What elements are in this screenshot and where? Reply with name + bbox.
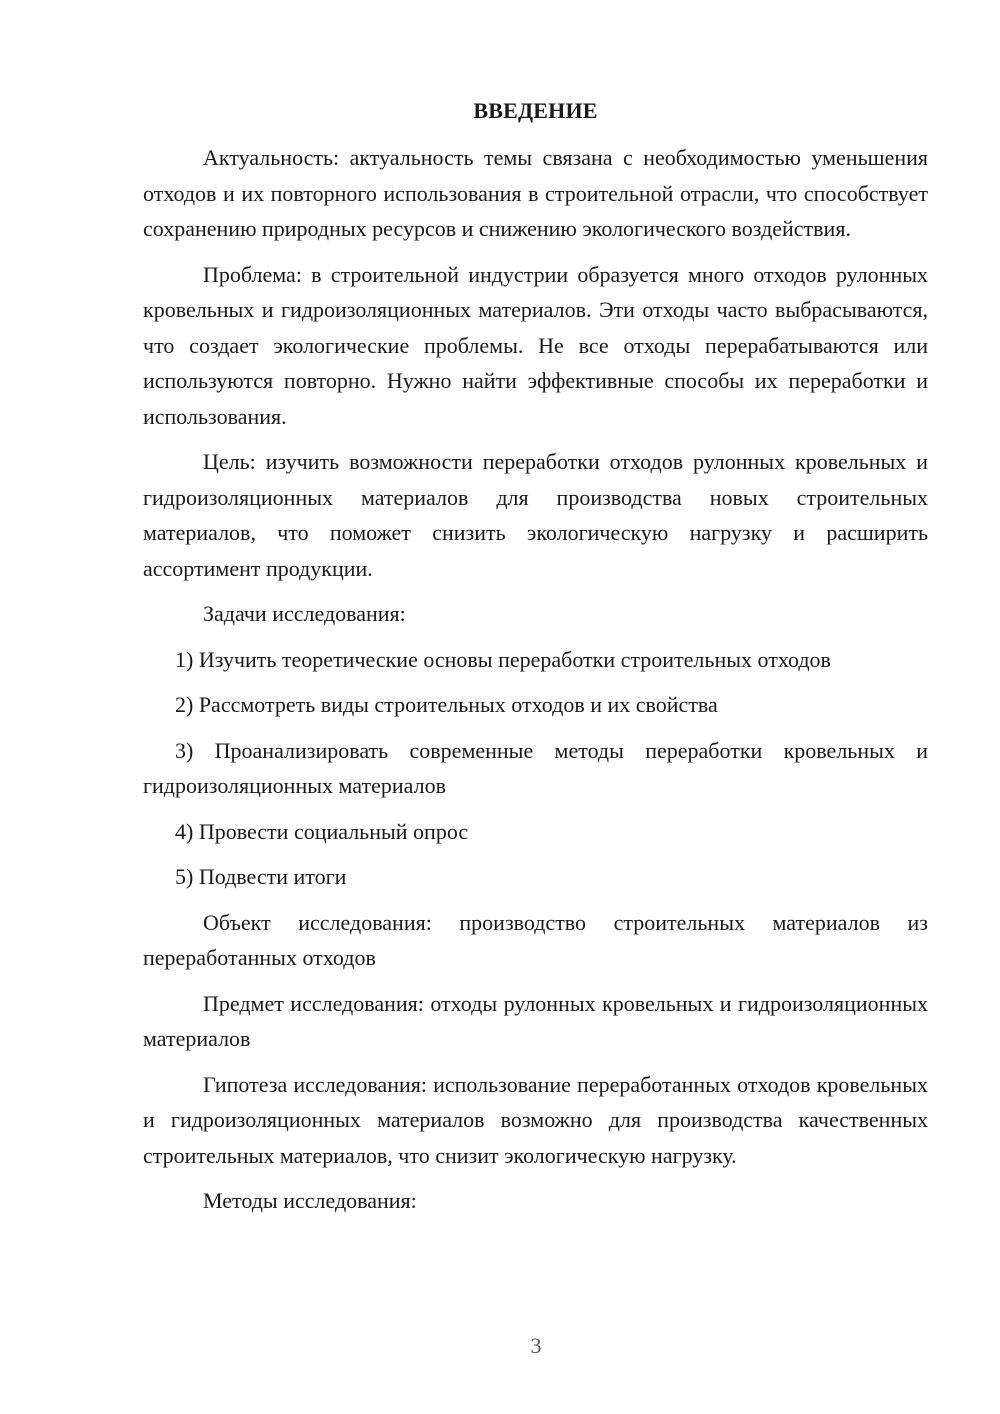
hypothesis-paragraph: Гипотеза исследования: использование переработанных отходов кровельных и гидроизоляционных материалов возможно для производства качественных строительных материалов, что снизит экологическую нагрузку.: [143, 1071, 928, 1168]
task-item: 2) Рассмотреть виды строительных отходов и их свойства: [175, 692, 718, 717]
page-title: ВВЕДЕНИЕ: [473, 98, 598, 123]
goal-paragraph: Цель: изучить возможности переработки отходов рулонных кровельных и гидроизоляционных материалов для производства новых строительных материалов, что поможет снизить экологическую нагрузку и расширить ассортимент продукции.: [143, 449, 928, 581]
object-paragraph: Объект исследования: производство строительных материалов из переработанных отходов: [143, 909, 928, 970]
task-item: 5) Подвести итоги: [175, 864, 347, 889]
subject-paragraph: Предмет исследования: отходы рулонных кровельных и гидроизоляционных материалов: [143, 990, 928, 1051]
document-page: [143, 96, 928, 1229]
tasks-heading: Задачи исследования:: [203, 601, 406, 626]
task-item: 3) Проанализировать современные методы переработки кровельных и гидроизоляционных материалов: [143, 737, 928, 798]
methods-heading: Методы исследования:: [203, 1188, 417, 1213]
task-item: 1) Изучить теоретические основы переработки строительных отходов: [175, 646, 831, 672]
problem-paragraph: Проблема: в строительной индустрии образуется много отходов рулонных кровельных и гидроизоляционных материалов. Эти отходы часто выбрасываются, что создает экологические проблемы. Не все отходы перерабатываются или используются повторно. Нужно найти эффективные способы их переработки и использования.: [143, 261, 928, 429]
relevance-paragraph: Актуальность: актуальность темы связана с необходимостью уменьшения отходов и их повторного использования в строительной отрасли, что способствует сохранению природных ресурсов и снижению экологического воздействия.: [143, 145, 928, 241]
task-item: 4) Провести социальный опрос: [175, 818, 469, 844]
page-number: 3: [530, 1333, 542, 1358]
